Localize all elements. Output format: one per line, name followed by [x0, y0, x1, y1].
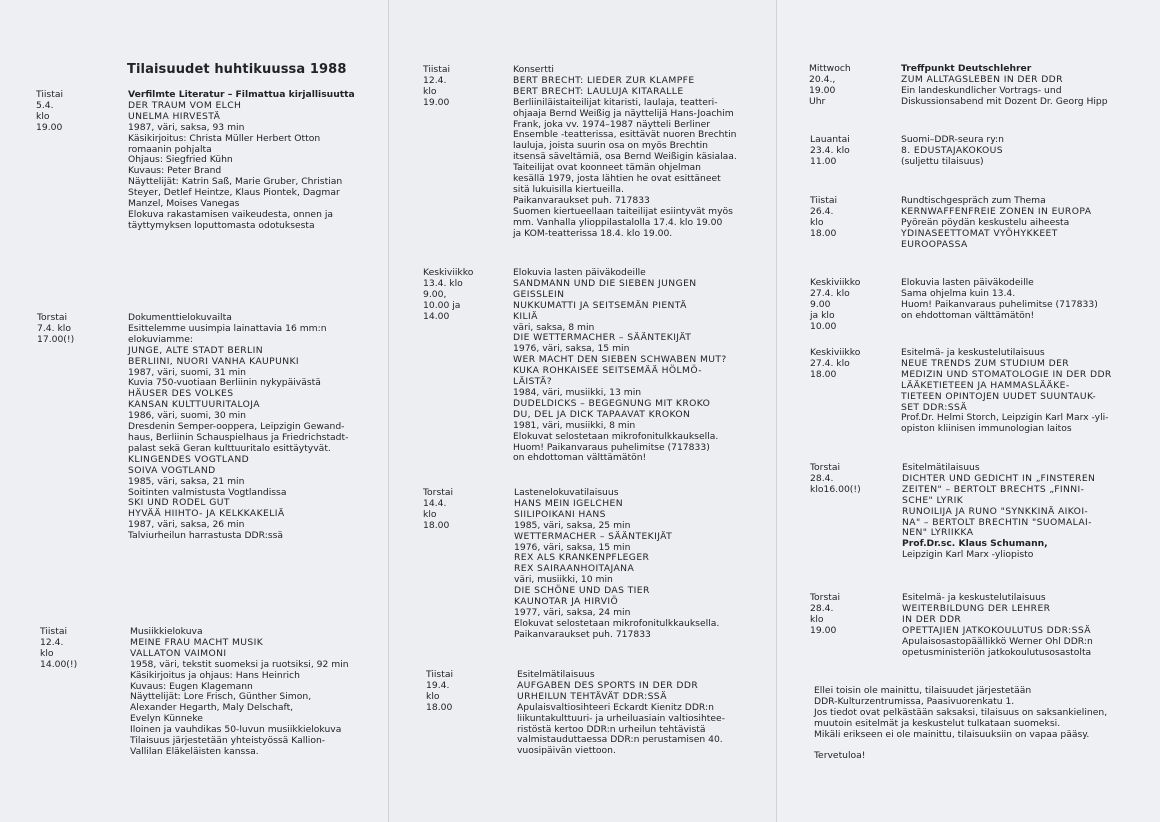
- event-line: RUNOILIJA JA RUNO "SYNKKINÄ AIKOI-: [902, 505, 1089, 517]
- event-line: DUDELDICKS – BEGEGNUNG MIT KROKO: [513, 397, 711, 409]
- event-line: AUFGABEN DES SPORTS IN DER DDR: [517, 679, 699, 691]
- event-line: NEUE TRENDS ZUM STUDIUM DER: [901, 357, 1070, 369]
- event-line: Alexander Hegarth, Maly Delschaft,: [130, 702, 294, 714]
- event-line: Huom! Paikanvaraus puhelimitse (717833): [513, 441, 710, 453]
- event-line: KANSAN KULTTUURITALOJA: [128, 399, 260, 411]
- event-day-date: Keskiviikko 27.4. klo 9.00 ja klo 10.00: [810, 277, 861, 332]
- event-line: Lastenelokuvatilaisuus: [514, 487, 619, 498]
- event-line: Manzel, Moises Vanegas: [128, 198, 240, 210]
- event-line: haus, Berliinin Schauspielhaus ja Friedrichstadt-: [128, 431, 349, 443]
- event-line: DU, DEL JA DICK TAPAAVAT KROKON: [513, 408, 691, 420]
- event-line: ristöstä kertoo DDR:n urheilun tehtävistä: [517, 723, 706, 735]
- event-body: [517, 670, 725, 757]
- event-line: NA" – BERTOLT BRECHTIN "SUOMALAI-: [902, 516, 1092, 528]
- event-body: [130, 627, 349, 758]
- event-line: SCHE" LYRIK: [902, 494, 964, 506]
- event-body: [128, 90, 355, 232]
- event-line: Taiteilijat ovat koonneet tämän ohjelman: [513, 162, 701, 174]
- event-line: Diskussionsabend mit Dozent Dr. Georg Hipp: [901, 95, 1108, 107]
- event-day-date: Keskiviikko 27.4. klo 18.00: [810, 347, 861, 380]
- event-body: [901, 348, 1112, 435]
- event-line: Apulaisosastopäällikkö Werner Ohl DDR:n: [902, 635, 1093, 647]
- event-line: kesällä 1979, josta lähtien he ovat esittäneet: [513, 173, 721, 185]
- event-line: 8. EDUSTAJAKOKOUS: [901, 144, 1004, 156]
- page-title: Tilaisuudet huhtikuussa 1988: [127, 62, 347, 77]
- event-line: REX ALS KRANKENPFLEGER: [514, 552, 650, 564]
- event-body: [901, 196, 1091, 251]
- event-day-date: Torstai 28.4. klo 19.00: [810, 592, 841, 636]
- event-line: Soitinten valmistusta Vogtlandissa: [128, 486, 287, 498]
- event-line: Rundtischgespräch zum Thema: [901, 195, 1046, 206]
- event-line: 1985, väri, saksa, 21 min: [128, 475, 245, 487]
- event-line: BERLIINI, NUORI VANHA KAUPUNKI: [128, 355, 300, 367]
- event-line: Elokuvia lasten päiväkodeille: [513, 267, 646, 278]
- event-line: HYVÄÄ HIIHTO- JA KELKKAKELIÄ: [128, 508, 285, 520]
- event-line: Elokuva rakastamisen vaikeudesta, onnen ja: [128, 208, 334, 220]
- event-line: SOIVA VOGTLAND: [128, 464, 216, 476]
- event-line: HANS MEIN IGELCHEN: [514, 497, 624, 509]
- footer-line: Mikäli erikseen ei ole mainittu, tilaisuuksiin on vapaa pääsy.: [814, 728, 1090, 740]
- event-line: Näyttelijät: Katrin Saß, Marie Gruber, Christian: [128, 176, 343, 188]
- event-line: Frank, joka vv. 1974–1987 näytteli Berliner: [513, 118, 711, 130]
- event-line: Käsikirjoitus: Christa Müller Herbert Otton: [128, 132, 321, 144]
- event-line: vuosipäivän viettoon.: [517, 745, 616, 757]
- footer-closing: Tervetuloa!: [814, 749, 866, 761]
- event-line: Talviurheilun harrastusta DDR:ssä: [128, 530, 284, 542]
- event-line: on ehdottoman välttämätön!: [513, 452, 647, 464]
- event-body: [128, 313, 348, 542]
- event-line: YDINASEETTOMAT VYÖHYKKEET: [901, 227, 1058, 239]
- event-body: [513, 65, 737, 240]
- event-line: MEDIZIN UND STOMATOLOGIE IN DER DDR: [901, 368, 1112, 380]
- event-line: Kuvaus: Peter Brand: [128, 165, 222, 177]
- event-line: opetusministeriön jatkokoulutusosastolta: [902, 646, 1092, 658]
- event-line: 1984, väri, musiikki, 13 min: [513, 386, 642, 398]
- event-line: LÄÄKETIETEEN JA HAMMASLÄÄKE-: [901, 379, 1070, 391]
- event-body: [901, 278, 1098, 322]
- event-line: Esittelemme uusimpia lainattavia 16 mm:n: [128, 322, 327, 334]
- event-line: on ehdottoman välttämätön!: [901, 309, 1035, 321]
- event-line: väri, musiikki, 10 min: [514, 574, 613, 586]
- event-line: Ohjaus: Siegfried Kühn: [128, 154, 233, 166]
- event-line: elokuviamme:: [128, 333, 193, 345]
- event-line: 1958, väri, tekstit suomeksi ja ruotsiksi, 92 min: [130, 658, 349, 670]
- event-line: Berliiniläistaiteilijat kitaristi, laulaja, teatteri-: [513, 96, 718, 108]
- event-line: SIILIPOIKANI HANS: [514, 508, 606, 520]
- event-line: KAUNOTAR JA HIRVIÖ: [514, 596, 619, 608]
- event-line: Elokuvat selostetaan mikrofonitulkkauksella.: [514, 617, 720, 629]
- event-line: palast sekä Geran kulttuuritalo esittäytyvät.: [128, 442, 331, 454]
- event-day-date: Torstai 28.4. klo16.00(!): [810, 462, 861, 495]
- event-line: Vallilan Eläkeläisten kanssa.: [130, 745, 259, 757]
- event-line: ZEITEN" – BERTOLT BRECHTS „FINNI-: [902, 483, 1085, 495]
- event-line: Suomen kiertueellaan taiteilijat esiintyvät myös: [513, 205, 733, 217]
- event-line: Steyer, Detlef Heintze, Klaus Piontek, Dagmar: [128, 187, 340, 199]
- event-line: SKI UND RODEL GUT: [128, 497, 230, 509]
- event-line: Elokuvia lasten päiväkodeille: [901, 277, 1034, 288]
- event-line: romaanin pohjalta: [128, 143, 212, 155]
- event-body: [513, 268, 727, 464]
- event-day-date: Lauantai 23.4. klo 11.00: [810, 134, 850, 167]
- event-line: Tilaisuus järjestetään yhteistyössä Kallion-: [130, 735, 326, 747]
- event-line: WEITERBILDUNG DER LEHRER: [902, 602, 1051, 614]
- event-line: sitä lukuisilla kiertueilla.: [513, 183, 624, 195]
- event-line: Esitelmä- ja keskustelutilaisuus: [901, 347, 1045, 358]
- event-body: [901, 135, 1004, 168]
- event-body: [514, 488, 719, 641]
- event-line: Esitelmä- ja keskustelutilaisuus: [902, 592, 1046, 603]
- event-line: Elokuvat selostetaan mikrofonitulkkauksella.: [513, 430, 719, 442]
- event-line: URHEILUN TEHTÄVÄT DDR:SSÄ: [517, 690, 667, 702]
- event-line: Paikanvaraukset puh. 717833: [513, 194, 650, 206]
- event-line: TIETEEN OPINTOJEN UUDET SUUNTAUK-: [901, 390, 1097, 402]
- event-day-date: Mittwoch 20.4., 19.00 Uhr: [809, 63, 851, 107]
- event-line: Esitelmätilaisuus: [517, 669, 595, 680]
- event-line: Leipzigin Karl Marx -yliopisto: [902, 549, 1034, 561]
- event-day-date: Tiistai 12.4. klo 19.00: [423, 64, 451, 108]
- event-line: DICHTER UND GEDICHT IN „FINSTEREN: [902, 472, 1096, 484]
- event-line: Musiikkielokuva: [130, 626, 203, 637]
- event-line: opiston kliinisen immunologian laitos: [901, 423, 1072, 435]
- event-line: Esitelmätilaisuus: [902, 462, 980, 473]
- event-line: Huom! Paikanvaraus puhelimitse (717833): [901, 298, 1098, 310]
- event-line: JUNGE, ALTE STADT BERLIN: [128, 344, 263, 356]
- event-line: 1977, väri, saksa, 24 min: [514, 606, 631, 618]
- event-line: Suomi–DDR-seura ry:n: [901, 134, 1004, 145]
- event-line: EUROOPASSA: [901, 238, 968, 250]
- event-line: väri, saksa, 8 min: [513, 321, 595, 333]
- event-line: KLINGENDES VOGTLAND: [128, 453, 250, 465]
- event-line: ja KOM-teatterissa 18.4. klo 19.00.: [513, 227, 673, 239]
- event-line: Kuvaus: Eugen Klagemann: [130, 680, 253, 692]
- event-line: SANDMANN UND DIE SIEBEN JUNGEN: [513, 277, 697, 289]
- event-day-date: Tiistai 26.4. klo 18.00: [810, 195, 838, 239]
- event-line: (suljettu tilaisuus): [901, 155, 984, 167]
- event-line: lauluja, joista suurin osa on myös Brechtin: [513, 140, 708, 152]
- event-line: Pyöreän pöydän keskustelu aiheesta: [901, 216, 1070, 228]
- event-line: Näyttelijät: Lore Frisch, Günther Simon,: [130, 691, 312, 703]
- event-line: 1987, väri, saksa, 93 min: [128, 121, 245, 133]
- event-line: BERT BRECHT: LIEDER ZUR KLAMPFE: [513, 74, 695, 86]
- event-line: Verfilmte Literatur – Filmattua kirjallisuutta: [128, 89, 355, 100]
- event-body: [901, 64, 1108, 108]
- event-line: KERNWAFFENFREIE ZONEN IN EUROPA: [901, 205, 1092, 217]
- event-line: IN DER DDR: [902, 613, 962, 625]
- event-line: HÄUSER DES VOLKES: [128, 388, 234, 400]
- event-line: WER MACHT DEN SIEBEN SCHWABEN MUT?: [513, 354, 727, 366]
- event-line: UNELMA HIRVESTÄ: [128, 110, 221, 122]
- event-line: ohjaaja Bernd Weißig ja näyttelijä Hans-Joachim: [513, 107, 734, 119]
- event-line: DER TRAUM VOM ELCH: [128, 99, 242, 111]
- event-line: Paikanvaraukset puh. 717833: [514, 628, 651, 640]
- event-line: 1985, väri, saksa, 25 min: [514, 519, 631, 531]
- event-line: 1987, väri, saksa, 26 min: [128, 519, 245, 531]
- event-body: [902, 593, 1093, 658]
- event-line: LÄISTÄ?: [513, 376, 553, 388]
- event-line: itsensä säveltämiä, osa Bernd Weißigin käsialaa.: [513, 151, 737, 163]
- fold-line-2: [776, 0, 777, 822]
- event-line: MEINE FRAU MACHT MUSIK: [130, 636, 264, 648]
- event-day-date: Torstai 7.4. klo 17.00(!): [37, 312, 75, 345]
- event-day-date: Tiistai 5.4. klo 19.00: [36, 89, 64, 133]
- event-line: valmistauduttaessa DDR:n perustamisen 40.: [517, 734, 723, 746]
- event-body: [902, 463, 1095, 561]
- footer-line: Ellei toisin ole mainittu, tilaisuudet järjestetään: [814, 685, 1032, 696]
- event-line: Konsertti: [513, 64, 554, 75]
- event-line: DIE SCHÖNE UND DAS TIER: [514, 585, 650, 597]
- event-line: täyttymyksen loputtomasta odotuksesta: [128, 219, 315, 231]
- event-line: Iloinen ja vauhdikas 50-luvun musiikkielokuva: [130, 724, 342, 736]
- event-line: liikuntakulttuuri- ja urheiluasiain valtiosihtee-: [517, 712, 726, 724]
- event-line: KILIÄ: [513, 310, 538, 322]
- event-line: Treffpunkt Deutschlehrer: [901, 63, 1032, 74]
- event-line: 1987, väri, suomi, 31 min: [128, 366, 246, 378]
- event-line: 1976, väri, saksa, 15 min: [514, 541, 631, 553]
- event-line: Ensemble -teatterissa, esittävät nuoren Brechtin: [513, 129, 737, 141]
- event-line: Dokumenttielokuvailta: [128, 312, 232, 323]
- event-line: VALLATON VAIMONI: [130, 647, 227, 659]
- event-line: Ein landeskundlicher Vortrags- und: [901, 84, 1062, 96]
- event-line: 1976, väri, saksa, 15 min: [513, 343, 630, 355]
- event-line: ZUM ALLTAGSLEBEN IN DER DDR: [901, 73, 1063, 85]
- event-line: 1986, väri, suomi, 30 min: [128, 410, 246, 422]
- event-day-date: Keskiviikko 13.4. klo 9.00, 10.00 ja 14.00: [423, 267, 474, 322]
- event-line: SET DDR:SSÄ: [901, 401, 968, 413]
- fold-line-1: [388, 0, 389, 822]
- event-line: OPETTAJIEN JATKOKOULUTUS DDR:SSÄ: [902, 624, 1091, 636]
- footer-note: [814, 686, 1107, 761]
- event-line: DIE WETTERMACHER – SÄÄNTEKIJÄT: [513, 332, 692, 344]
- footer-line: DDR-Kulturzentrumissa, Paasivuorenkatu 1.: [814, 695, 1015, 707]
- event-line: NEN" LYRIIKKA: [902, 527, 974, 539]
- event-line: Käsikirjoitus ja ohjaus: Hans Heinrich: [130, 669, 300, 681]
- event-day-date: Torstai 14.4. klo 18.00: [423, 487, 454, 531]
- footer-line: muutoin esitelmät ja keskustelut tulkataan suomeksi.: [814, 717, 1061, 729]
- event-line: KUKA ROHKAISEE SEITSEMÄÄ HÖLMÖ-: [513, 365, 702, 377]
- footer-line: Jos tiedot ovat pelkästään saksaksi, tilaisuus on saksankielinen,: [814, 706, 1108, 718]
- event-day-date: Tiistai 12.4. klo 14.00(!): [40, 626, 78, 670]
- event-line: Prof.Dr.sc. Klaus Schumann,: [902, 538, 1048, 550]
- event-line: Prof.Dr. Helmi Storch, Leipzigin Karl Marx -yli-: [901, 412, 1109, 424]
- event-line: Sama ohjelma kuin 13.4.: [901, 287, 1016, 299]
- event-line: mm. Vanhalla ylioppilastalolla 17.4. klo 19.00: [513, 216, 723, 228]
- event-line: Dresdenin Semper-ooppera, Leipzigin Gewand-: [128, 421, 345, 433]
- event-line: NUKKUMATTI JA SEITSEMÄN PIENTÄ: [513, 299, 687, 311]
- event-line: Evelyn Künneke: [130, 713, 203, 725]
- event-line: WETTERMACHER – SÄÄNTEKIJÄT: [514, 530, 673, 542]
- event-line: REX SAIRAANHOITAJANA: [514, 563, 635, 575]
- event-line: Kuvia 750-vuotiaan Berliinin nykypäivästä: [128, 377, 321, 389]
- event-line: 1981, väri, musiikki, 8 min: [513, 419, 636, 431]
- event-line: BERT BRECHT: LAULUJA KITARALLE: [513, 85, 684, 97]
- event-line: Apulaisvaltiosihteeri Eckardt Kienitz DDR:n: [517, 701, 714, 713]
- event-line: GEISSLEIN: [513, 288, 565, 300]
- event-day-date: Tiistai 19.4. klo 18.00: [426, 669, 454, 713]
